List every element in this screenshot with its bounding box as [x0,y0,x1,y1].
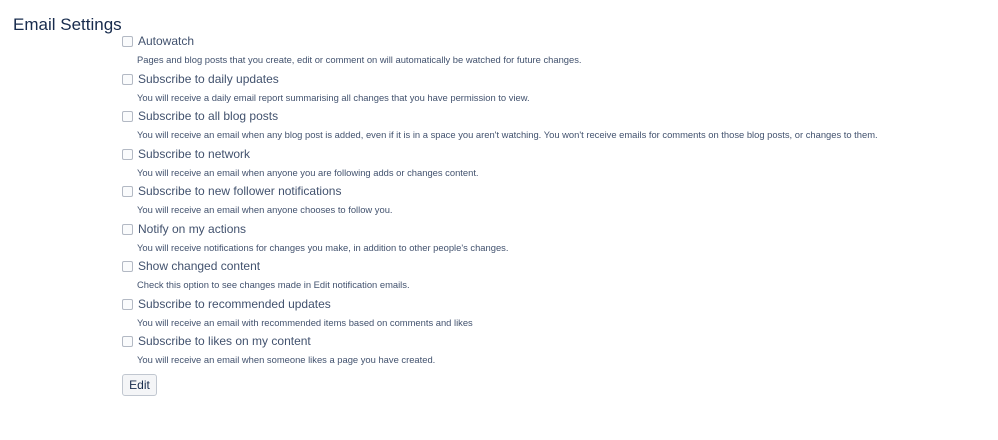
recommended-updates-checkbox[interactable] [122,299,133,310]
setting-new-follower-notifications [122,183,982,221]
setting-row [122,146,982,163]
setting-row [122,108,982,125]
recommended-updates-label[interactable]: Subscribe to recommended updates [138,296,331,311]
page-title: Email Settings [13,15,122,34]
setting-row [122,71,982,88]
notify-on-my-actions-label[interactable]: Notify on my actions [138,221,247,236]
all-blog-posts-description: You will receive an email when any blog post is added, even if it is in a space you aren't watching. You won't receive emails for comments on those blog posts, or changes to them. [137,129,878,140]
likes-on-my-content-checkbox[interactable] [122,336,133,347]
network-label[interactable]: Subscribe to network [138,146,251,161]
show-changed-content-description: Check this option to see changes made in Edit notification emails. [137,279,410,290]
setting-daily-updates [122,71,982,109]
autowatch-checkbox[interactable] [122,36,133,47]
setting-row [122,183,982,200]
setting-row [122,296,982,313]
edit-button[interactable]: Edit [122,374,157,396]
all-blog-posts-label[interactable]: Subscribe to all blog posts [138,109,279,123]
autowatch-label[interactable]: Autowatch [138,34,195,48]
setting-row [122,333,982,350]
autowatch-description: Pages and blog posts that you create, edit or comment on will automatically be watched for future changes. [137,54,582,65]
setting-recommended-updates [122,296,982,334]
all-blog-posts-checkbox[interactable] [122,111,133,122]
new-follower-notifications-label[interactable]: Subscribe to new follower notifications [138,184,342,198]
setting-show-changed-content [122,258,982,296]
show-changed-content-checkbox[interactable] [122,261,133,272]
show-changed-content-label[interactable]: Show changed content [138,259,261,273]
setting-row [122,33,982,50]
email-settings-list [122,33,982,371]
network-checkbox[interactable] [122,149,133,160]
network-description: You will receive an email when anyone you are following adds or changes content. [137,166,479,178]
setting-row [122,221,982,238]
daily-updates-checkbox[interactable] [122,74,133,85]
setting-likes-on-my-content [122,333,982,371]
likes-on-my-content-label[interactable]: Subscribe to likes on my content [138,334,311,348]
new-follower-notifications-description: You will receive an email when anyone chooses to follow you. [137,204,393,215]
notify-on-my-actions-description: You will receive notifications for changes you make, in addition to other people's changes. [137,241,509,253]
likes-on-my-content-description: You will receive an email when someone likes a page you have created. [137,354,436,365]
daily-updates-label[interactable]: Subscribe to daily updates [138,71,279,86]
setting-row [122,258,982,275]
recommended-updates-description: You will receive an email with recommended items based on comments and likes [137,316,473,328]
notify-on-my-actions-checkbox[interactable] [122,224,133,235]
daily-updates-description: You will receive a daily email report summarising all changes that you have permission to view. [137,91,530,103]
setting-network [122,146,982,184]
setting-autowatch [122,33,982,71]
setting-notify-on-my-actions [122,221,982,259]
new-follower-notifications-checkbox[interactable] [122,186,133,197]
setting-all-blog-posts [122,108,982,146]
